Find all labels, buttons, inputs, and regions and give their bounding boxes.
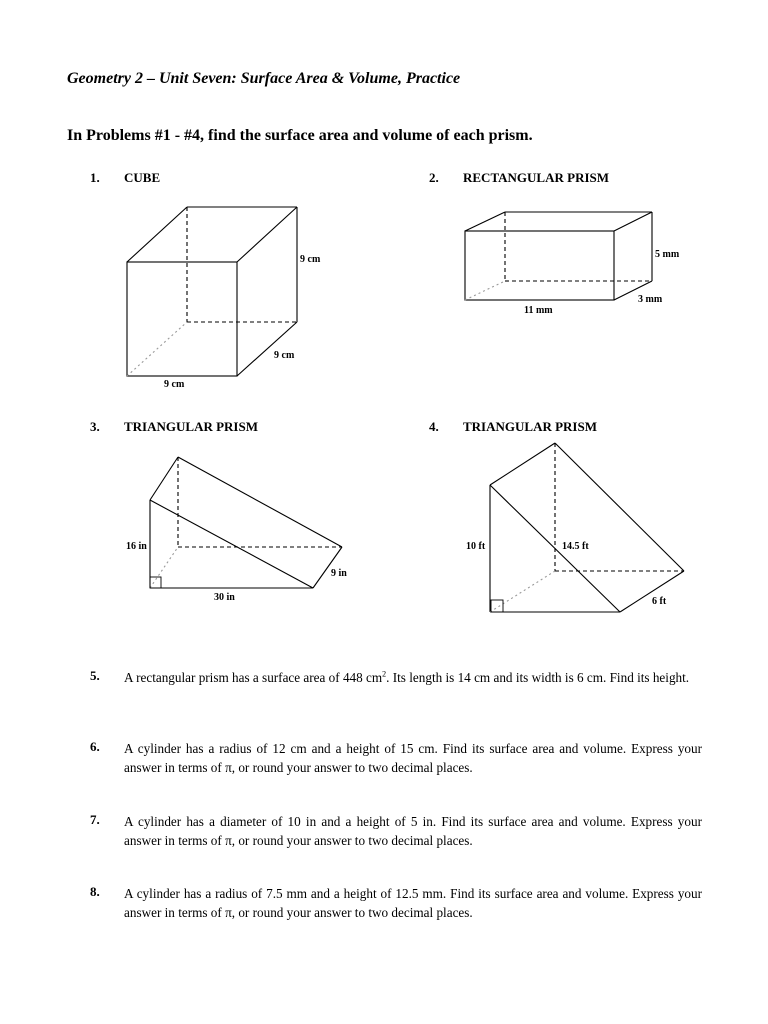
problem-4-number: 4.	[429, 419, 439, 434]
worksheet-title: Geometry 2 – Unit Seven: Surface Area & Volume, Practice	[67, 70, 461, 87]
rect-prism-length-dimension: 11 mm	[524, 305, 553, 316]
word-problem-6-number: 6.	[90, 739, 100, 754]
word-problem-6-text: A cylinder has a radius of 12 cm and a height of 15 cm. Find its surface area and volume. Express your answer in terms of π, or round your answer to two decimal places.	[124, 741, 702, 775]
word-problem-8-text: A cylinder has a radius of 7.5 mm and a height of 12.5 mm. Find its surface area and volume. Express your answer in terms of π, or round your answer to two decimal places.	[124, 886, 702, 920]
cube-bottom-dimension: 9 cm	[164, 379, 185, 390]
problem-1-label: CUBE	[124, 170, 161, 185]
cube-figure	[127, 207, 297, 376]
tri-prism-4-depth-dimension: 6 ft	[652, 596, 667, 607]
superscript-2: 2	[382, 669, 387, 679]
tri-prism-3-length-dimension: 30 in	[214, 592, 235, 603]
problem-3-number: 3.	[90, 419, 100, 434]
problem-1-number: 1.	[90, 170, 100, 185]
instructions: In Problems #1 - #4, find the surface area and volume of each prism.	[67, 127, 533, 144]
problem-4-label: TRIANGULAR PRISM	[463, 419, 597, 434]
rectangular-prism-figure	[465, 212, 652, 300]
cube-right-dimension: 9 cm	[300, 254, 321, 265]
triangular-prism-4-figure	[490, 443, 684, 612]
word-problem-5-text-part1: A rectangular prism has a surface area of 448 cm	[124, 670, 383, 685]
word-problem-5-text-part2: . Its length is 14 cm and its width is 6 cm. Find its height.	[386, 670, 690, 685]
tri-prism-3-height-dimension: 16 in	[126, 541, 147, 552]
problem-2-label: RECTANGULAR PRISM	[463, 170, 610, 185]
triangular-prism-3-figure	[150, 457, 342, 588]
rect-prism-depth-dimension: 3 mm	[638, 294, 663, 305]
word-problem-7-text: A cylinder has a diameter of 10 in and a height of 5 in. Find its surface area and volume. Express your answer in terms of π, or round your answer to two decimal places.	[124, 814, 702, 848]
tri-prism-4-slant-dimension: 14.5 ft	[562, 541, 589, 552]
word-problem-5-number: 5.	[90, 668, 100, 683]
cube-depth-dimension: 9 cm	[274, 350, 295, 361]
word-problem-5-text	[124, 668, 702, 687]
rect-prism-height-dimension: 5 mm	[655, 249, 680, 260]
word-problem-8-number: 8.	[90, 884, 100, 899]
word-problem-7-number: 7.	[90, 812, 100, 827]
problem-2-number: 2.	[429, 170, 439, 185]
tri-prism-3-depth-dimension: 9 in	[331, 568, 347, 579]
tri-prism-4-height-dimension: 10 ft	[466, 541, 486, 552]
problem-3-label: TRIANGULAR PRISM	[124, 419, 258, 434]
